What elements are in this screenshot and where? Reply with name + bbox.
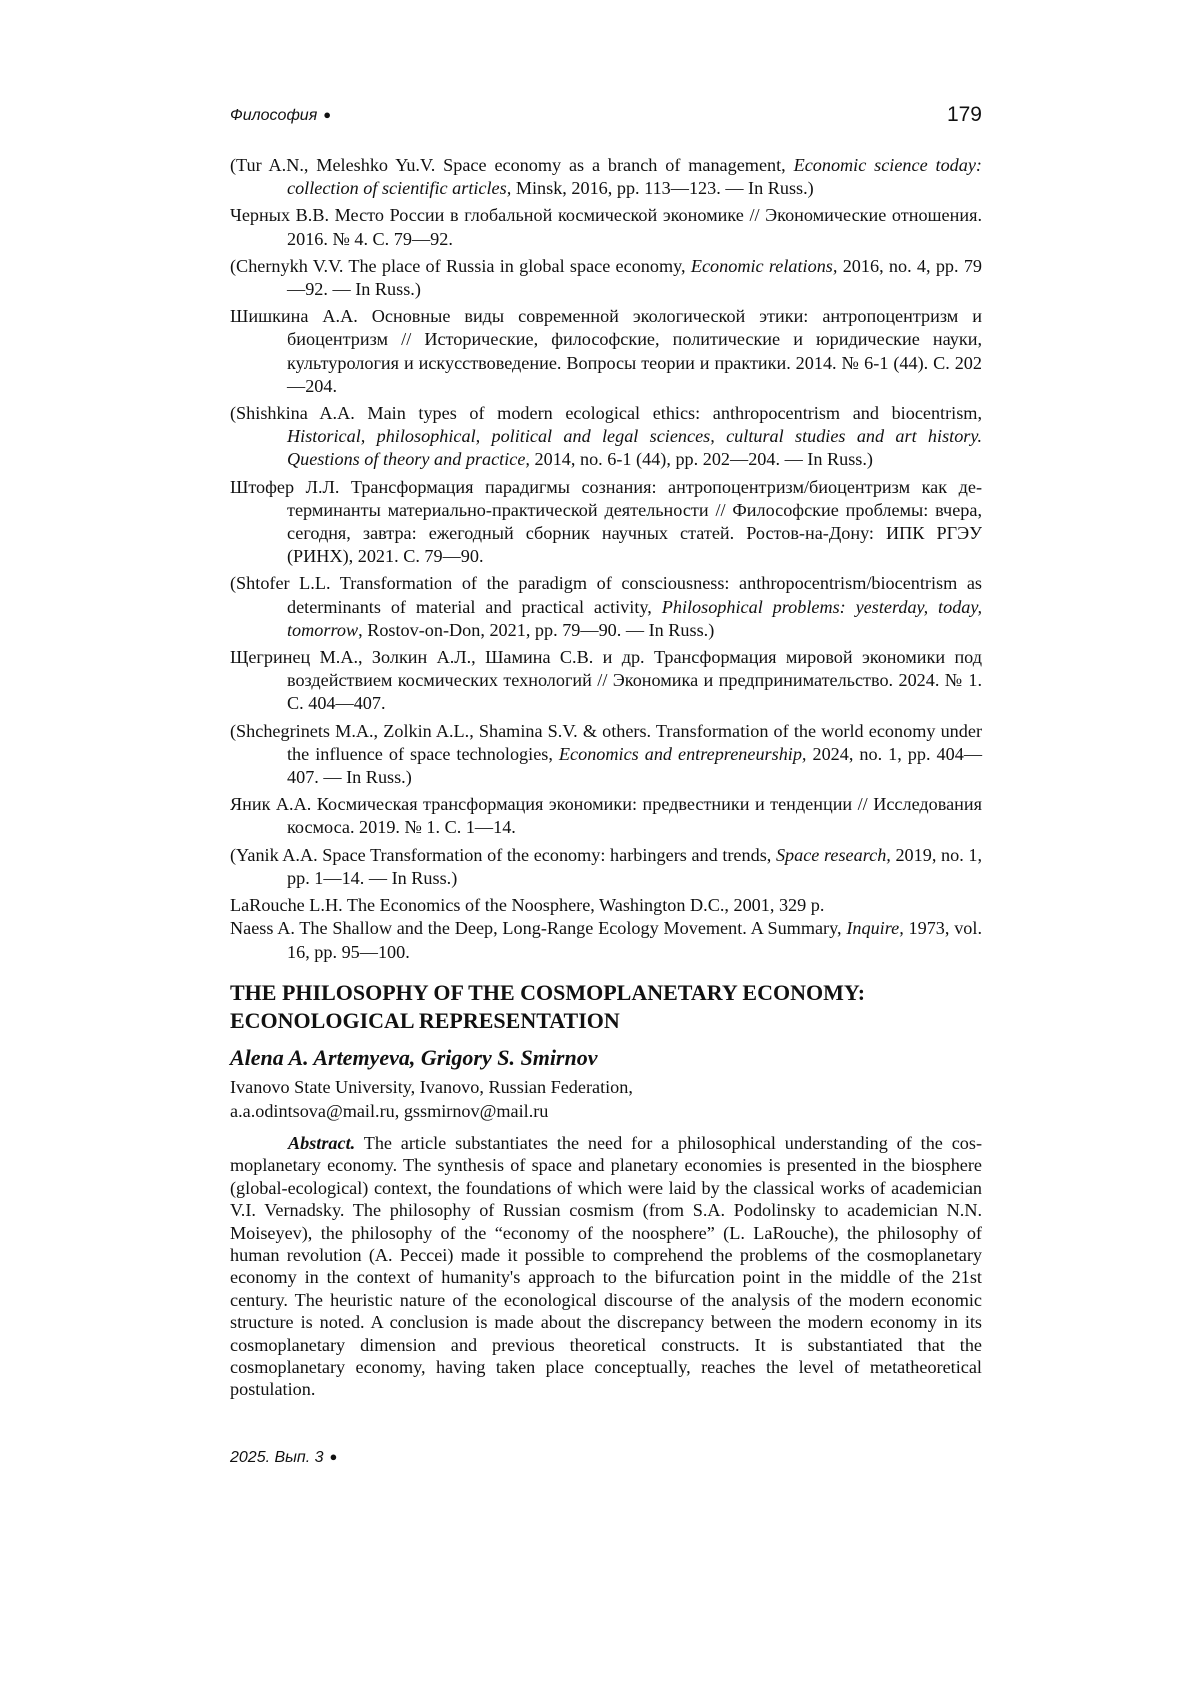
bullet-icon: ● [323,107,332,122]
affiliation-text: Ivanovo State University, Ivanovo, Russian Federation, [230,1077,633,1097]
reference-item: Щегринец М.А., Золкин А.Л., Шамина С.В. и др. Трансформация мировой экономики под воздействием космических технологий // Экономика и предпринимательство. 2024. № 1. С. 404—407. [230,647,982,714]
reference-item: (Yanik A.A. Space Transformation of the economy: harbingers and trends, Space research, 2019, no. 1, pp. 1—14. — In Russ.) [230,844,983,888]
reference-item: LaRouche L.H. The Economics of the Noosphere, Washington D.C., 2001, 329 p. [230,895,825,916]
journal-section: Философия ● [230,107,332,124]
issue-label: 2025. Вып. 3 [230,1449,324,1466]
reference-item: Яник А.А. Космическая трансформация экономики: предвестники и тенденции // Исследования космоса. 2019. № 1. С. 1—14. [230,794,982,838]
reference-item: Черных В.В. Место России в глобальной космической экономике // Экономические отношения. 2016. № 4. С. 79—92. [230,205,982,249]
reference-item: (Tur A.N., Meleshko Yu.V. Space economy as a branch of management, Economic science today: collection of scientific articles, Minsk, 2016, pp. 113—123. — In Russ.) [230,155,982,199]
abstract [230,1132,982,1401]
page-footer [230,1449,337,1467]
article-title: THE PHILOSOPHY OF THE COSMOPLANETARY ECONOMY: ECONOLOGICAL REPRESENTATION [230,980,866,1033]
reference-item: (Shishkina A.A. Main types of modern ecological ethics: anthropocentrism and biocentrism, Historical, philosophical, political and legal sciences, cultural studies and art history. Questions of theory and practice, 2014, no. 6-1 (44), pp. 202—204. — In Russ.) [230,403,982,470]
reference-item: (Shtofer L.L. Transformation of the paradigm of consciousness: anthropocentrism/biocentrism as determinants of material and practical activity, Philosophical problems: yesterday, today, tomorrow, Rostov-on-Don, 2021, pp. 79—90. — In Russ.) [230,573,982,640]
abstract-text: The article substantiates the need for a philosophical understanding of the cosmoplanetary economy. The synthesis of space and planetary economies is presented in the biosphere (global-ecological) context, the foundations of which were laid by the classical works of academician V.I. Vernadsky. The philosophy of Russian cosmism (from S.A. Podolinsky to academician N.N. Moiseyev), the philosophy of the “economy of the noosphere” (L. LaRouche), the philosophy of human revolution (A. Peccei) made it possible to comprehend the problems of the cosmoplanetary economy in the context of humanity's approach to the bifurcation point in the middle of the 21st century. The heuristic nature of the econological discourse of the analysis of the modern economic structure is noted. A conclusion is made about the discrepancy between the modern economy in its cosmoplanetary dimension and previous theoretical constructs. It is substantiated that the cosmoplanetary economy, having taken place conceptually, reaches the level of metatheoretical postulation. [230,1133,982,1400]
reference-item: (Shchegrinets M.A., Zolkin A.L., Shamina S.V. & others. Transformation of the world economy under the influence of space technologies, Economics and entrepreneurship, 2024, no. 1, pp. 404—407. — In Russ.) [230,720,983,788]
reference-item: Шишкина А.А. Основные виды современной экологической этики: антропоцентризм и биоцентризм // Исторические, философские, политические и юридические науки, культурология и искусствоведение. Вопросы теории и практики. 2014. № 6-1 (44). С. 202—204. [230,306,982,396]
page-number: 179 [946,103,982,126]
reference-item: Штофер Л.Л. Трансформация парадигмы сознания: антропоцентризм/биоцентризм как детерминанты материально-практической деятельности // Философские проблемы: вчера, сегодня, завтра: ежегодный сборник научных статей. Ростов-на-Дону: ИПК РГЭУ (РИНХ), 2021. С. 79—90. [230,476,982,567]
reference-item: Naess A. The Shallow and the Deep, Long-Range Ecology Movement. A Summary, Inquire, 1973, vol. 16, pp. 95—100. [230,918,983,962]
author-affiliation [230,1075,982,1123]
article-authors: Alena A. Artemyeva, Grigory S. Smirnov [230,1045,598,1070]
reference-item: (Chernykh V.V. The place of Russia in global space economy, Economic relations, 2016, no. 4, pp. 79—92. — In Russ.) [230,255,983,300]
reference-list [230,154,982,968]
running-head [230,103,982,133]
bullet-icon: ● [329,1449,338,1464]
abstract-label: Abstract. [288,1133,356,1153]
author-emails: a.a.odintsova@mail.ru, gssmirnov@mail.ru [230,1101,549,1121]
